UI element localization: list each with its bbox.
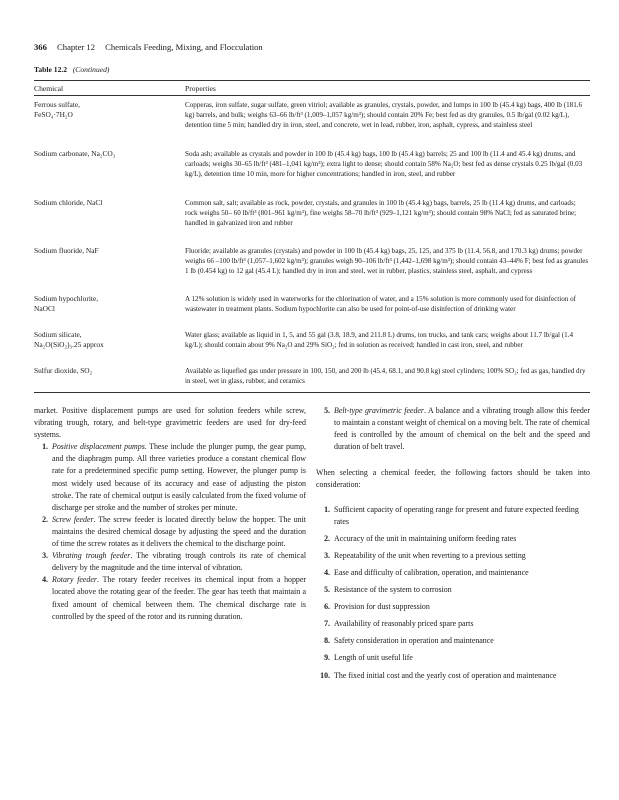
chemical-properties: Soda ash; available as crystals and powder in 100 lb (45.4 kg) bags, 100 lb (45.4 kg) barrels; 25 and 100 lb (11.4 and 45.4 kg) drums, and carloads; weighs 30–65 lb/ft³ (481–1,041 kg/m³); extra light to dense; should contain 58% Na₂O; best fed as dense crystals 0.25 lb/gal (0.03 kg/L), detention time 10 min, more for higher concentrations; handled in iron, steel, and rubber [185, 150, 583, 178]
left-intro-paragraph: market. Positive displacement pumps are used for solution feeders while screw, vibrating trough, rotary, and belt-type gravimetric feeders are used for dry-feed systems. [34, 406, 306, 440]
chemical-properties: Fluoride; available as granules (crystals) and powder in 100 lb (45.4 kg) bags, 25, 125, and 375 lb (11.4, 56.8, and 170.3 kg) drums; powder weighs 66 –100 lb/ft³ (1,057–1,602 kg/m³); granules weigh 90–106 lb/ft³ (1,442–1,698 kg/m³); should contain 43–44% F; best fed as granules 1 lb (0.454 kg) to 12 gal (45.4 L); handled dry in iron and steel, wet in rubber, plastics, stainless steel, asphalt, and cypress [185, 247, 589, 275]
chemical-name: Sodium chloride, NaCl [34, 198, 103, 207]
list-item: 2. Screw feeder. The screw feeder is located directly below the hopper. The unit maintains the desired chemical dosage by adjusting the speed and the duration of time the screw rotates as it delivers the chemical to the discharge point. [42, 514, 306, 549]
feeder-types-list-continued [316, 405, 590, 453]
chemical-name: Sulfur dioxide, SO₂ [34, 366, 93, 375]
chemical-name: Ferrous sulfate, FeSO₄·7H₂O [34, 100, 80, 119]
list-item: 7. Availability of reasonably priced spare parts [324, 619, 474, 629]
list-item: 5. Belt-type gravimetric feeder. A balance and a vibrating trough allow this feeder to maintain a constant weight of chemical on a moving belt. The rate of chemical feed is controlled by the amount of chemical on the belt and the speed and duration of belt travel. [324, 406, 590, 452]
chemical-properties: Available as liquefied gas under pressure in 100, 150, and 200 lb (45.4, 68.1, and 90.8 kg) steel cylinders; 100% SO₂; fed as gas, handled dry in steel, wet in glass, rubber, and ceramics [185, 367, 586, 385]
page-number: 366 [34, 42, 47, 52]
list-item: 5. Resistance of the system to corrosion [324, 585, 452, 595]
list-item: 2. Accuracy of the unit in maintaining uniform feeding rates [324, 533, 517, 543]
list-item: 3. Vibrating trough feeder. The vibrating trough controls its rate of chemical delivery by the magnitude and the time interval of vibration. [42, 551, 307, 573]
list-item: 4. Rotary feeder. The rotary feeder receives its chemical input from a hopper located above the rotating gear of the feeder. The gear has teeth that maintain a fixed amount of chemical between them. The chemical discharge rate is controlled by the speed of the rotor and its running duration. [42, 575, 307, 621]
table-continued: (Continued) [72, 65, 110, 74]
chemical-name: Sodium hypochlorite, NaOCl [34, 294, 99, 313]
list-item: 1. Sufficient capacity of operating range for present and future expected feeding rates [324, 504, 579, 526]
chemical-name: Sodium silicate, Na₂O(SiO₂)₃.25 approx [34, 330, 104, 349]
chemical-properties: Copperas, iron sulfate, sugar sulfate, green vitriol; available as granules, crystals, powder, and lumps in 100 lb (45.4 kg) bags, 400 lb (181.6 kg) barrels, and bulk; weighs 63–66 lb/ft³ (1,009–1,057 kg/m³); should contain 20% Fe; best fed as dry granules, 0.5 lb/gal (0.02 kg/L), detention time 5 min; handled dry in iron, steel, and concrete, wet in lead, rubber, iron, asphalt, cypress, and stainless steel [185, 101, 583, 129]
table-bottom-rule [34, 392, 590, 393]
table-top-rule [34, 80, 590, 81]
left-column [34, 405, 306, 623]
table-caption [34, 65, 109, 74]
chemical-properties: A 12% solution is widely used in waterworks for the chlorination of water, and a 15% solution is more commonly used for disinfection of wastewater in treatment plants. Sodium hypochlorite can also be used for point-of-use disinfection of drinking water [185, 295, 576, 313]
list-item: 1. Positive displacement pumps. These include the plunger pump, the gear pump, and the diaphragm pump. All three varieties produce a constant chemical flow rate for a predetermined specific pump setting. However, the plunger pump is most widely used because of its accuracy and ease of adjusting the piston stroke. The rate of chemical output is easily calculated from the fixed volume of discharge per stroke and the number of strokes per minute. [42, 442, 306, 512]
table-header-rule [34, 95, 590, 96]
chemical-name: Sodium carbonate, Na₂CO₃ [34, 149, 116, 158]
factors-intro-paragraph: When selecting a chemical feeder, the following factors should be taken into consideration: [316, 468, 590, 490]
list-item: 8. Safety consideration in operation and maintenance [324, 636, 494, 646]
table-header-properties: Properties [185, 84, 216, 93]
list-item: 3. Repeatability of the unit when reverting to a previous setting [324, 550, 526, 560]
table-header-chemical: Chemical [34, 84, 64, 93]
chapter-label: Chapter 12 [57, 42, 95, 52]
table-label: Table 12.2 [34, 65, 68, 74]
right-column [316, 405, 590, 687]
selection-factors-list [316, 504, 590, 682]
chemical-properties: Water glass; available as liquid in 1, 5, and 55 gal (3.8, 18.9, and 211.8 L) drums, ton trucks, and tank cars; weighs about 11.7 lb/gal (1.4 kg/L); should contain about 9% Na₂O and 29% SiO₂; fed in solution as received; handled in cast iron, steel, and rubber [185, 331, 573, 349]
list-item: 9. Length of unit useful life [324, 653, 413, 663]
chemical-name: Sodium fluoride, NaF [34, 246, 99, 255]
chapter-title: Chemicals Feeding, Mixing, and Flocculation [105, 42, 263, 52]
feeder-types-list [34, 441, 306, 622]
list-item: 10. The fixed initial cost and the yearly cost of operation and maintenance [320, 670, 557, 680]
chemical-properties: Common salt, salt; available as rock, powder, crystals, and granules in 100 lb (45.4 kg) bags, barrels, 25 lb (11.4 kg) drums, and carloads; rock weighs 50– 60 lb/ft³ (801–961 kg/m³), fine weighs 58–70 lb/ft³ (929–1,121 kg/m³); should contain 98% NaCl; fed as saturated brine; handled in galvanized iron and rubber [185, 199, 577, 227]
list-item: 6. Provision for dust suppression [324, 602, 430, 612]
page-header [34, 42, 263, 52]
list-item: 4. Ease and difficulty of calibration, operation, and maintenance [324, 567, 529, 577]
